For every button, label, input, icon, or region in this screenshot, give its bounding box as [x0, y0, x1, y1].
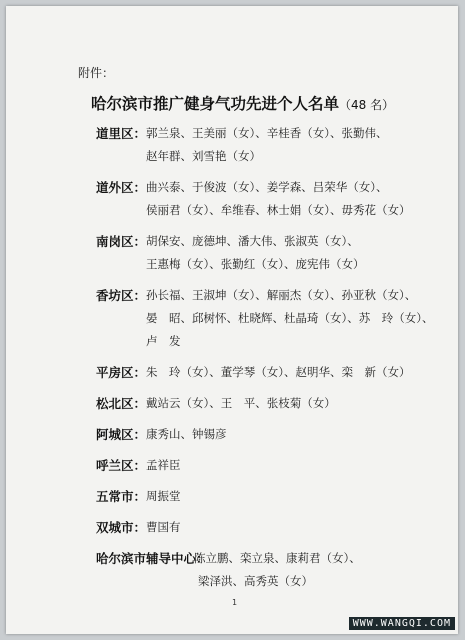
- page-number: 1: [232, 598, 238, 607]
- document-page: [6, 6, 458, 634]
- district-names: [146, 361, 411, 384]
- names-line: 孙长福、王淑坤（女）、解丽杰（女）、孙亚秋（女）、: [146, 288, 417, 302]
- names-line: 康秀山、钟锡彦: [146, 427, 227, 441]
- names-line: 郭兰泉、王美丽（女）、辛桂香（女）、张勤伟、: [146, 126, 388, 140]
- district-label: 道外区：: [96, 180, 147, 195]
- district-label: 五常市：: [96, 489, 147, 504]
- page-title: [91, 92, 394, 114]
- names-line: 陈立鹏、栾立泉、康莉君（女）、: [194, 551, 361, 565]
- names-line: 晏 昭、邱树怀、杜晓辉、杜晶琦（女）、苏 玲（女）、: [146, 311, 434, 325]
- district-row: [96, 361, 448, 384]
- district-names: [146, 392, 336, 415]
- district-names: [146, 454, 181, 477]
- district-label: 呼兰区：: [96, 458, 147, 473]
- attachment-label: 附件：: [78, 66, 115, 80]
- district-label: 双城市：: [96, 520, 147, 535]
- district-names: [146, 230, 365, 276]
- names-line: 赵年群、刘雪艳（女）: [146, 149, 262, 163]
- district-names: [146, 122, 388, 168]
- names-line: 孟祥臣: [146, 458, 181, 472]
- district-label: 平房区：: [96, 365, 147, 380]
- district-names: [146, 423, 227, 446]
- district-row: [96, 454, 448, 477]
- district-label: 南岗区：: [96, 234, 147, 249]
- names-line: 胡保安、庞德坤、潘大伟、张淑英（女）、: [146, 234, 359, 248]
- name-list: [96, 122, 448, 601]
- district-row: [96, 230, 448, 276]
- names-line: 王惠梅（女）、张勤红（女）、庞宪伟（女）: [146, 257, 365, 271]
- district-row: [96, 284, 448, 353]
- district-names: [146, 176, 411, 222]
- district-label: 松北区：: [96, 396, 147, 411]
- names-line: 朱 玲（女）、董学琴（女）、赵明华、栾 新（女）: [146, 365, 411, 379]
- district-row: [96, 122, 448, 168]
- district-names: [146, 485, 181, 508]
- district-label: 哈尔滨市辅导中心：: [96, 551, 209, 566]
- district-row: [96, 547, 448, 593]
- district-row: [96, 485, 448, 508]
- district-names: [146, 284, 434, 353]
- district-row: [96, 516, 448, 539]
- title-count: （48 名）: [339, 98, 395, 112]
- names-line: 梁泽洪、高秀英（女）: [198, 574, 313, 588]
- watermark: WWW.WANGQI.COM: [349, 617, 455, 630]
- district-label: 阿城区：: [96, 427, 147, 442]
- names-line: 曲兴泰、于俊波（女）、姜学森、吕荣华（女）、: [146, 180, 388, 194]
- names-line: 曹国有: [146, 520, 181, 534]
- district-names: [146, 516, 181, 539]
- names-line: 戴站云（女）、王 平、张枝菊（女）: [146, 396, 336, 410]
- title-text: 哈尔滨市推广健身气功先进个人名单: [91, 95, 340, 113]
- district-label: 道里区：: [96, 126, 147, 141]
- district-label: 香坊区：: [96, 288, 147, 303]
- names-line: 侯丽君（女）、牟维春、林士娟（女）、毋秀花（女）: [146, 203, 411, 217]
- names-line: 周振堂: [146, 489, 181, 503]
- names-line: 卢 发: [146, 334, 181, 348]
- district-row: [96, 423, 448, 446]
- district-row: [96, 392, 448, 415]
- district-row: [96, 176, 448, 222]
